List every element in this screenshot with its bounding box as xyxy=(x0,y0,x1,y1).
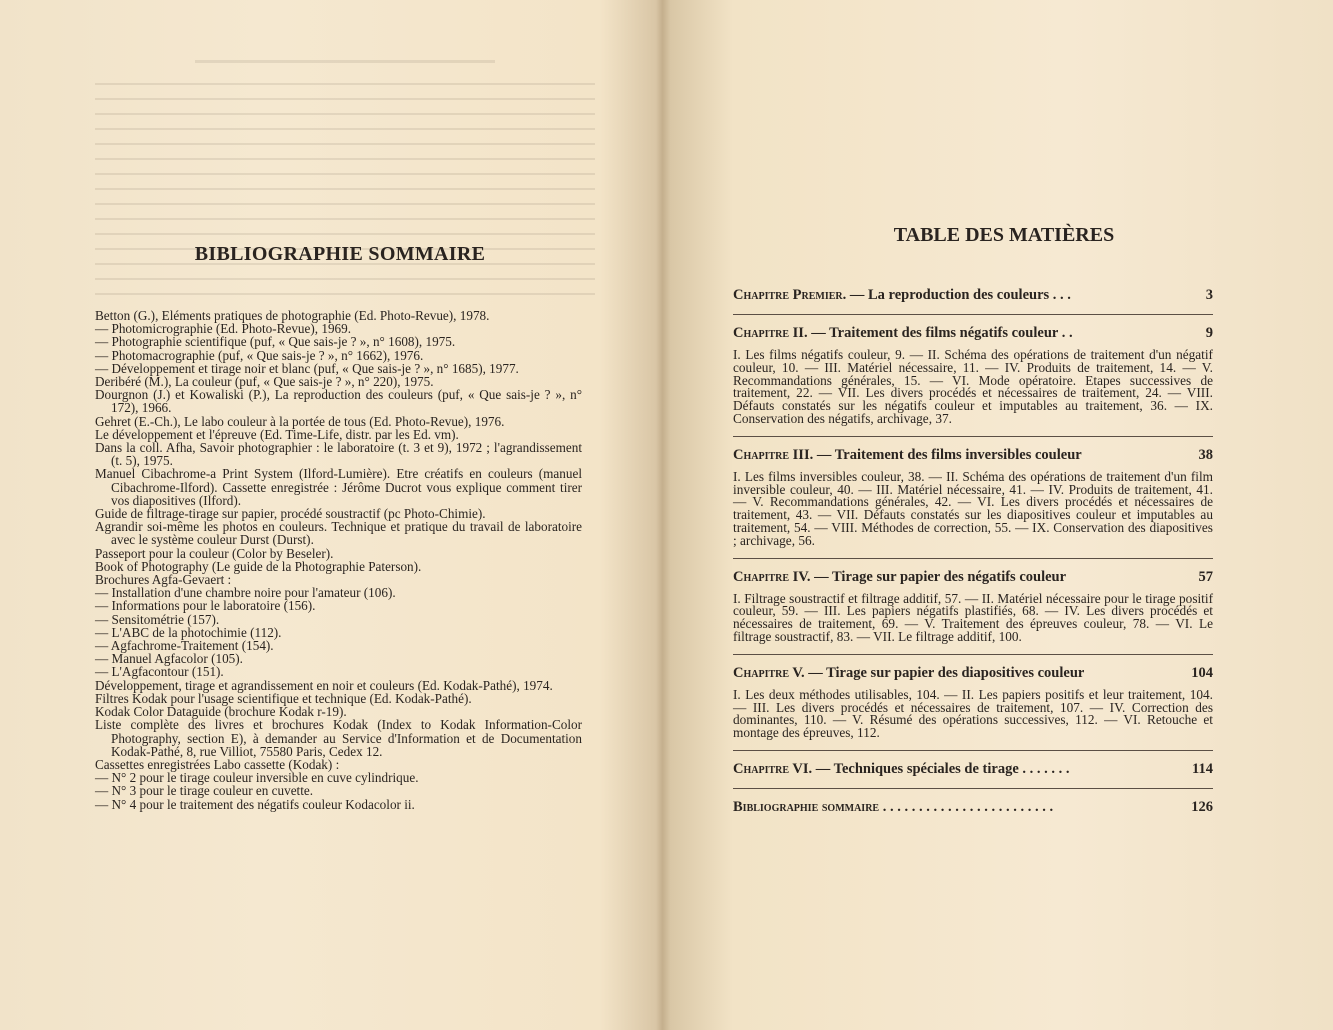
chapter-label: Chapitre VI. xyxy=(733,760,813,777)
chapter-title: — Traitement des films négatifs couleur . . xyxy=(807,325,1073,341)
chapter-sections: I. Filtrage soustractif et filtrage additif, 57. — II. Matériel nécessaire pour le tirage positif couleur, 59. — III. Les papiers négatifs plastifiés, 68. — IV. Les divers procédés et nécessaires de traitement, 69. — V. Traitement des épreuves couleur, 78. — VI. Le filtrage soustractif, 83. — VII. Le filtrage additif, 100. xyxy=(733,590,1213,644)
chapter-page-number: 57 xyxy=(1198,568,1213,585)
bibliography-entry: — Installation d'une chambre noire pour l'amateur (106). xyxy=(95,585,396,601)
divider xyxy=(733,558,1213,559)
bibliography-entry: Liste complète des livres et brochures Kodak (Index to Kodak Information-Color Photography, section E), à demander au Service d'Information et de Documentation Kodak-Pathé, 8, rue Villiot, 75580 Paris, Cedex 12. xyxy=(95,717,582,759)
toc-chapter-4[interactable] xyxy=(733,569,1213,586)
chapter-sections: I. Les deux méthodes utilisables, 104. — II. Les papiers positifs et leur traitement, 104. — III. Les divers procédés et nécessaires de traitement, 107. — IV. Correction des dominantes, 110. — V. Résumé des opérations successives, 112. — VI. Retouche et montage des épreuves, 112. xyxy=(733,686,1213,741)
bibliography-entry: — Photomacrographie (puf, « Que sais-je ? », n° 1662), 1976. xyxy=(95,347,424,363)
chapter-page-number: 3 xyxy=(1205,287,1213,303)
chapter-label: Chapitre V. xyxy=(733,664,805,681)
bibliography-entry: Book of Photography (Le guide de la Photographie Paterson). xyxy=(95,558,422,574)
divider xyxy=(733,314,1213,315)
chapter-title: — Tirage sur papier des négatifs couleur xyxy=(810,568,1067,585)
bibliography-entry: Filtres Kodak pour l'usage scientifique et technique (Ed. Kodak-Pathé). xyxy=(95,690,472,706)
bibliography-list xyxy=(95,309,582,811)
chapter-page-number: 38 xyxy=(1198,446,1213,463)
bibliography-entry: — N° 3 pour le tirage couleur en cuvette. xyxy=(95,783,314,799)
bibliography-entry: — L'Agfacontour (151). xyxy=(95,664,224,680)
chapter-page-number: 126 xyxy=(1191,798,1213,815)
bibliography-entry: — Photomicrographie (Ed. Photo-Revue), 1969. xyxy=(95,321,352,337)
toc-title: TABLE DES MATIÈRES xyxy=(893,224,1115,246)
bibliography-entry: Agrandir soi-même les photos en couleurs. Technique et pratique du travail de laboratoire avec le système couleur Durst (Durst). xyxy=(95,519,582,548)
chapter-label: Chapitre Premier. xyxy=(733,287,847,303)
divider xyxy=(733,654,1213,655)
chapter-page-number: 114 xyxy=(1192,760,1213,777)
left-page xyxy=(0,0,655,1030)
bibliography-entry: — Photographie scientifique (puf, « Que sais-je ? », n° 1608), 1975. xyxy=(95,334,456,350)
bibliography-entry: Kodak Color Dataguide (brochure Kodak r-19). xyxy=(95,704,347,720)
bibliography-entry: Dourgnon (J.) et Kowaliski (P.), La reproduction des couleurs (puf, « Que sais-je ? », n° 172), 1966. xyxy=(95,387,582,416)
bibliography-entry: — Sensitométrie (157). xyxy=(95,611,220,627)
divider xyxy=(733,750,1213,751)
chapter-page-number: 104 xyxy=(1191,664,1213,681)
bibliography-entry: Développement, tirage et agrandissement en noir et couleurs (Ed. Kodak-Pathé), 1974. xyxy=(95,677,553,693)
bibliography-entry: — Agfachrome-Traitement (154). xyxy=(95,638,274,654)
chapter-label: Chapitre III. xyxy=(733,446,814,463)
divider xyxy=(733,788,1213,789)
chapter-label: Chapitre IV. xyxy=(733,568,811,585)
toc-chapter-2[interactable] xyxy=(733,325,1213,342)
bibliography-entry: Brochures Agfa-Gevaert : xyxy=(95,572,232,588)
chapter-title: — Tirage sur papier des diapositives couleur xyxy=(804,664,1085,681)
divider xyxy=(733,436,1213,437)
right-page xyxy=(668,0,1333,1030)
bibliography-entry: Passeport pour la couleur (Color by Beseler). xyxy=(95,545,334,561)
toc-chapter-3[interactable] xyxy=(733,447,1213,464)
toc-chapter-6[interactable] xyxy=(733,761,1213,778)
bibliography-entry: Dans la coll. Afha, Savoir photographier : le laboratoire (t. 3 et 9), 1972 ; l'agrandissement (t. 5), 1975. xyxy=(95,440,582,469)
bibliography-entry: Deribéré (M.), La couleur (puf, « Que sais-je ? », n° 220), 1975. xyxy=(95,374,434,390)
chapter-sections: I. Les films négatifs couleur, 9. — II. Schéma des opérations de traitement d'un négatif couleur, 10. — III. Matériel nécessaire, 11. — IV. Produits de traitement, 14. — V. Recommandations générales, 15. — VI. Mode opératoire. Etapes successives de traitement, 22. — VII. Les divers procédés et nécessaires de traitement, 24. — VIII. Défauts constatés sur les négatifs couleur et imputables au traitement, 36. — IX. Conservation des négatifs, archivage, 37. xyxy=(733,347,1213,426)
bibliography-entry: — Manuel Agfacolor (105). xyxy=(95,651,243,667)
bibliography-entry: — N° 4 pour le traitement des négatifs couleur Kodacolor ii. xyxy=(95,796,415,812)
bibliography-entry: — N° 2 pour le tirage couleur inversible en cuve cylindrique. xyxy=(95,770,419,786)
bibliography-entry: — Informations pour le laboratoire (156). xyxy=(95,598,316,614)
toc-bibliography[interactable] xyxy=(733,799,1213,816)
bibliography-entry: Manuel Cibachrome-a Print System (Ilford-Lumière). Etre créatifs en couleurs (manuel Cibachrome-Ilford). Cassette enregistrée : Jérôme Ducrot vous explique comment tirer vos diapositives (Ilford). xyxy=(95,466,582,508)
table-of-contents xyxy=(733,287,1213,816)
bibliography-entry: Betton (G.), Eléments pratiques de photographie (Ed. Photo-Revue), 1978. xyxy=(95,308,490,323)
bibliography-entry: — L'ABC de la photochimie (112). xyxy=(95,624,282,640)
chapter-label: Chapitre II. xyxy=(733,325,808,341)
chapter-label: Bibliographie sommaire xyxy=(733,798,880,815)
chapter-title: — La reproduction des couleurs . . . xyxy=(846,287,1071,303)
show-through-text xyxy=(95,60,595,310)
bibliography-entry: Guide de filtrage-tirage sur papier, procédé soustractif (pc Photo-Chimie). xyxy=(95,506,486,522)
chapter-sections: I. Les films inversibles couleur, 38. — II. Schéma des opérations de traitement d'un film inversible couleur, 40. — III. Matériel nécessaire, 41. — IV. Produits de traitement, 41. — V. Recommandations générales, 42. — VI. Les divers procédés et nécessaires de traitement, 43. — VII. Défauts constatés sur les diapositives couleur et imputables au traitement, 54. — VIII. Méthodes de correction, 55. — IX. Conservation des diapositives ; archivage, 56. xyxy=(733,468,1213,548)
bibliography-entry: Le développement et l'épreuve (Ed. Time-Life, distr. par les Ed. vm). xyxy=(95,426,459,442)
toc-chapter-1[interactable] xyxy=(733,287,1213,304)
chapter-title: — Techniques spéciales de tirage . . . . . . . xyxy=(812,760,1070,777)
toc-chapter-5[interactable] xyxy=(733,665,1213,682)
bibliography-entry: Cassettes enregistrées Labo cassette (Kodak) : xyxy=(95,756,340,772)
bibliography-entry: — Développement et tirage noir et blanc (puf, « Que sais-je ? », n° 1685), 1977. xyxy=(95,360,519,376)
bibliography-entry: Gehret (E.-Ch.), Le labo couleur à la portée de tous (Ed. Photo-Revue), 1976. xyxy=(95,413,505,429)
chapter-title: . . . . . . . . . . . . . . . . . . . . . . . . xyxy=(879,798,1054,815)
chapter-title: — Traitement des films inversibles couleur xyxy=(813,446,1082,463)
chapter-page-number: 9 xyxy=(1205,325,1213,341)
bibliography-title: BIBLIOGRAPHIE SOMMAIRE xyxy=(194,243,486,265)
